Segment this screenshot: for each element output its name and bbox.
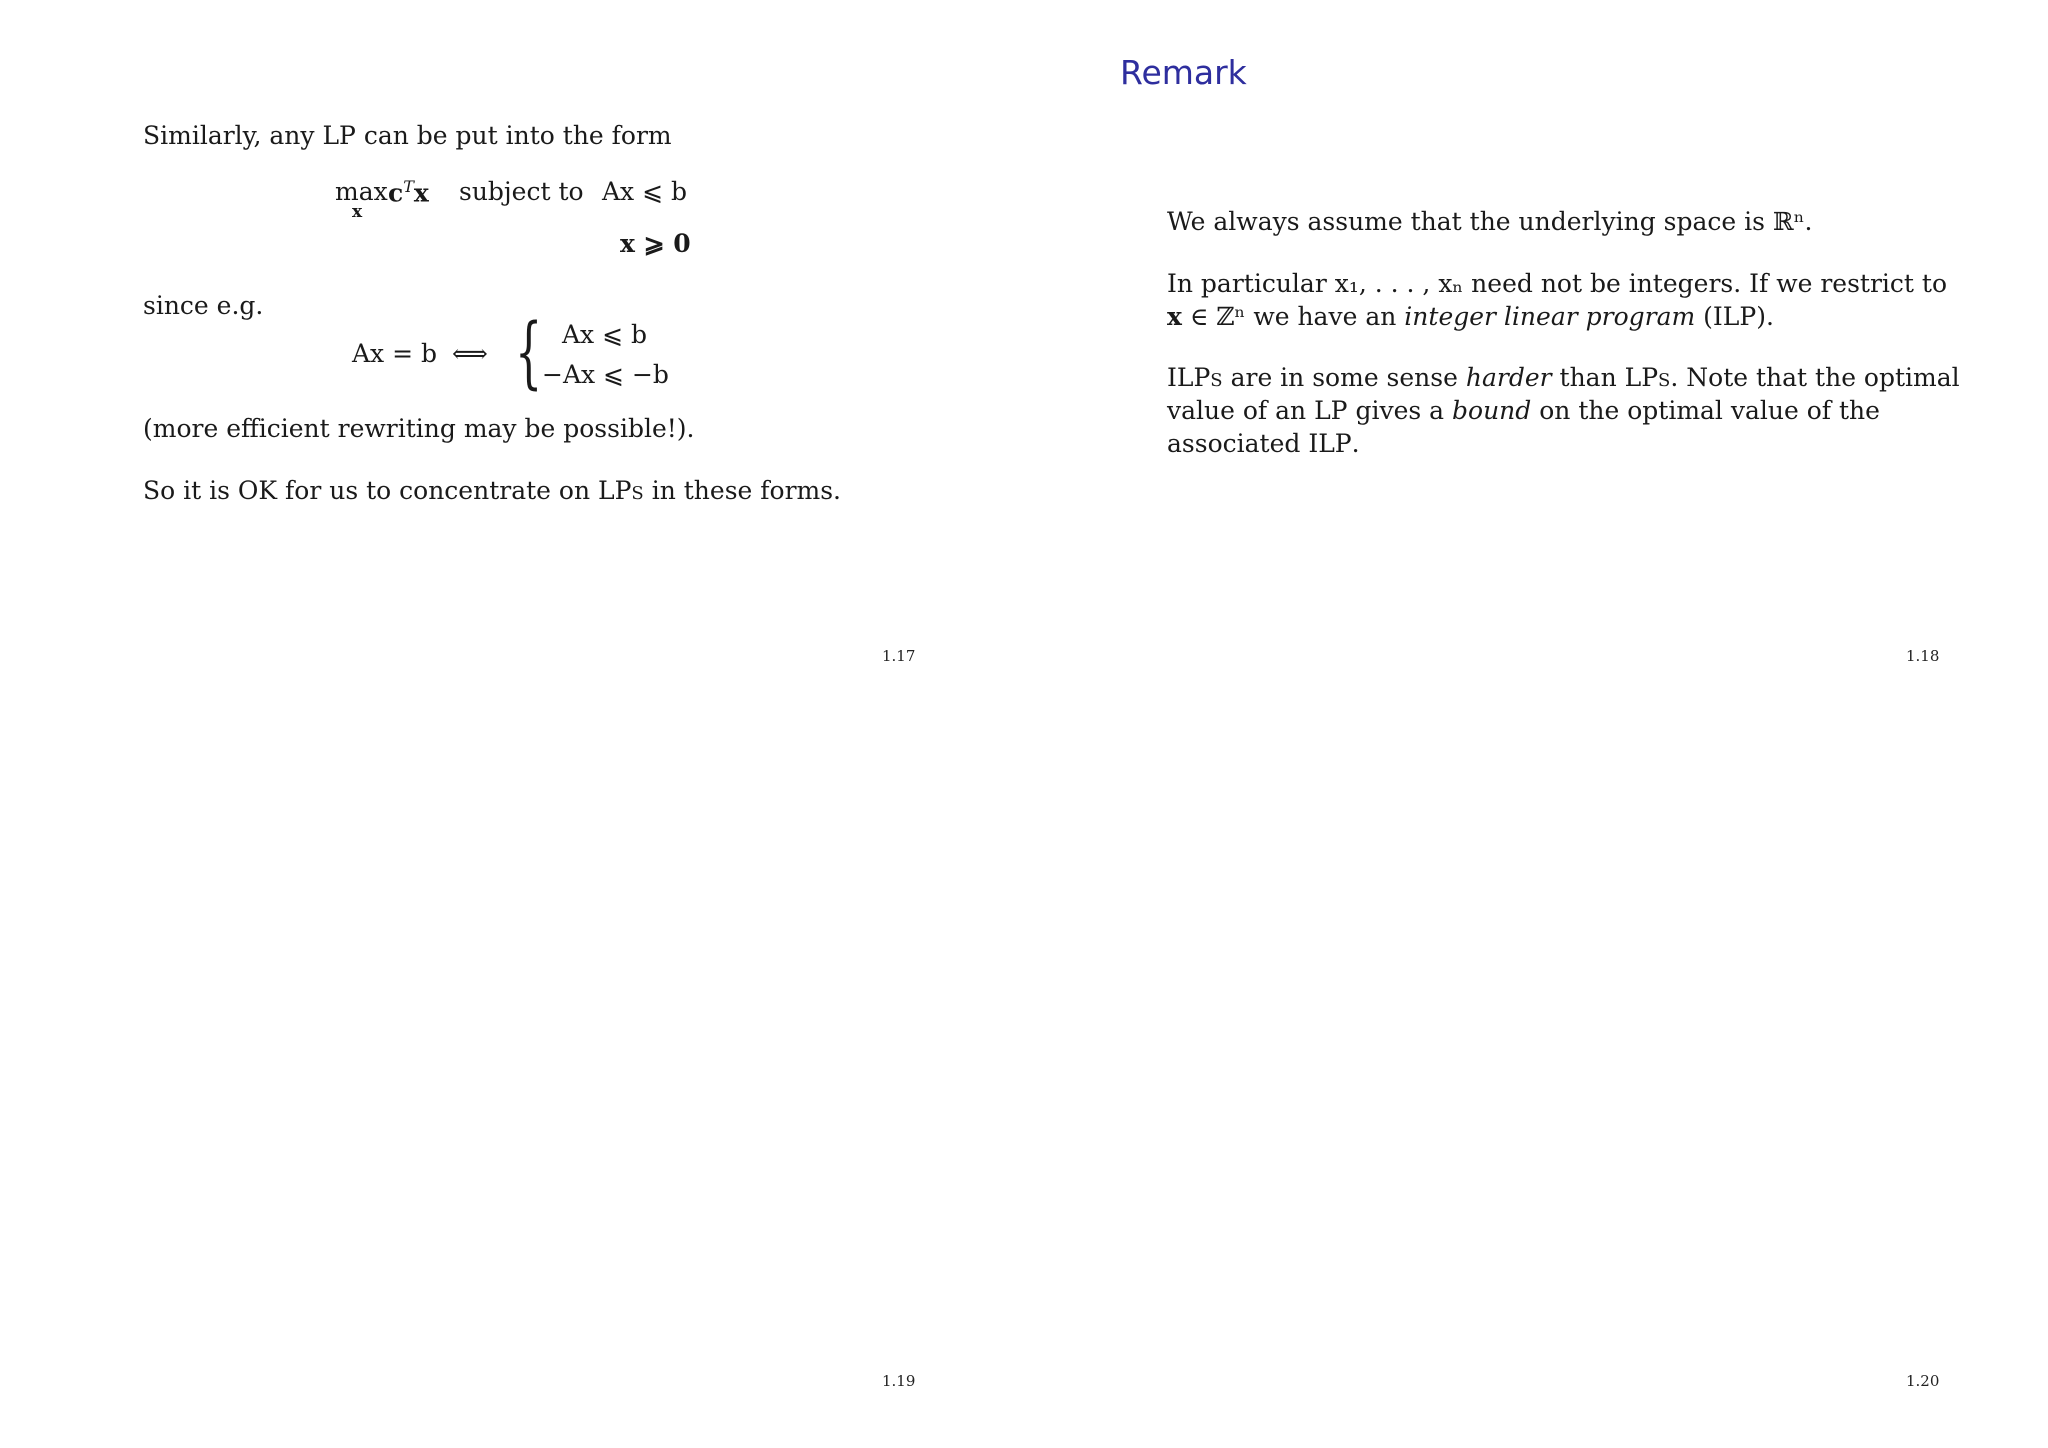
equiv-arrow: ⟺ [452,339,488,368]
case-2: −Ax ⩽ −b [542,360,669,389]
page-number: 1.20 [1906,1372,1940,1390]
page-number: 1.17 [882,647,916,665]
slide-1-18 [1024,0,2048,724]
objective-expression: $c^Tx$ [388,177,429,208]
conclusion-line: So it is OK for us to concentrate on LPs in these forms. [143,476,842,505]
constraint-nonneg: x ⩾ 0 [620,229,691,258]
paragraph-2-line-2: x ∈ ℤⁿ we have an integer linear program (ILP). [1167,302,1774,331]
case-1: Ax ⩽ b [562,320,647,349]
constraint-inequality: Ax ⩽ b [602,177,687,206]
paragraph-1: We always assume that the underlying space is ℝⁿ. [1167,207,1813,236]
page-number: 1.19 [882,1372,916,1390]
paragraph-3-line-2: value of an LP gives a bound on the optimal value of the [1167,396,1880,425]
subject-to-label: subject to [459,177,584,206]
slide-1-19 [0,724,1024,1448]
intro-line: Similarly, any LP can be put into the form [143,121,672,150]
paragraph-3-line-3: associated ILP. [1167,429,1360,458]
slide-1-17 [0,0,1024,724]
note-line: (more efficient rewriting may be possible!). [143,414,695,443]
slide-1-20 [1024,724,2048,1448]
objective-max: max [335,177,388,206]
paragraph-2-line-1: In particular x₁, . . . , xₙ need not be integers. If we restrict to [1167,269,1947,298]
cases-brace: { [515,308,543,398]
slide-title: Remark [1120,53,1247,92]
page-number: 1.18 [1906,647,1940,665]
paragraph-3-line-1: ILPs are in some sense harder than LPs. Note that the optimal [1167,363,1960,392]
equiv-lhs: Ax = b [352,339,437,368]
objective-subscript: x [352,202,363,222]
since-label: since e.g. [143,291,264,320]
